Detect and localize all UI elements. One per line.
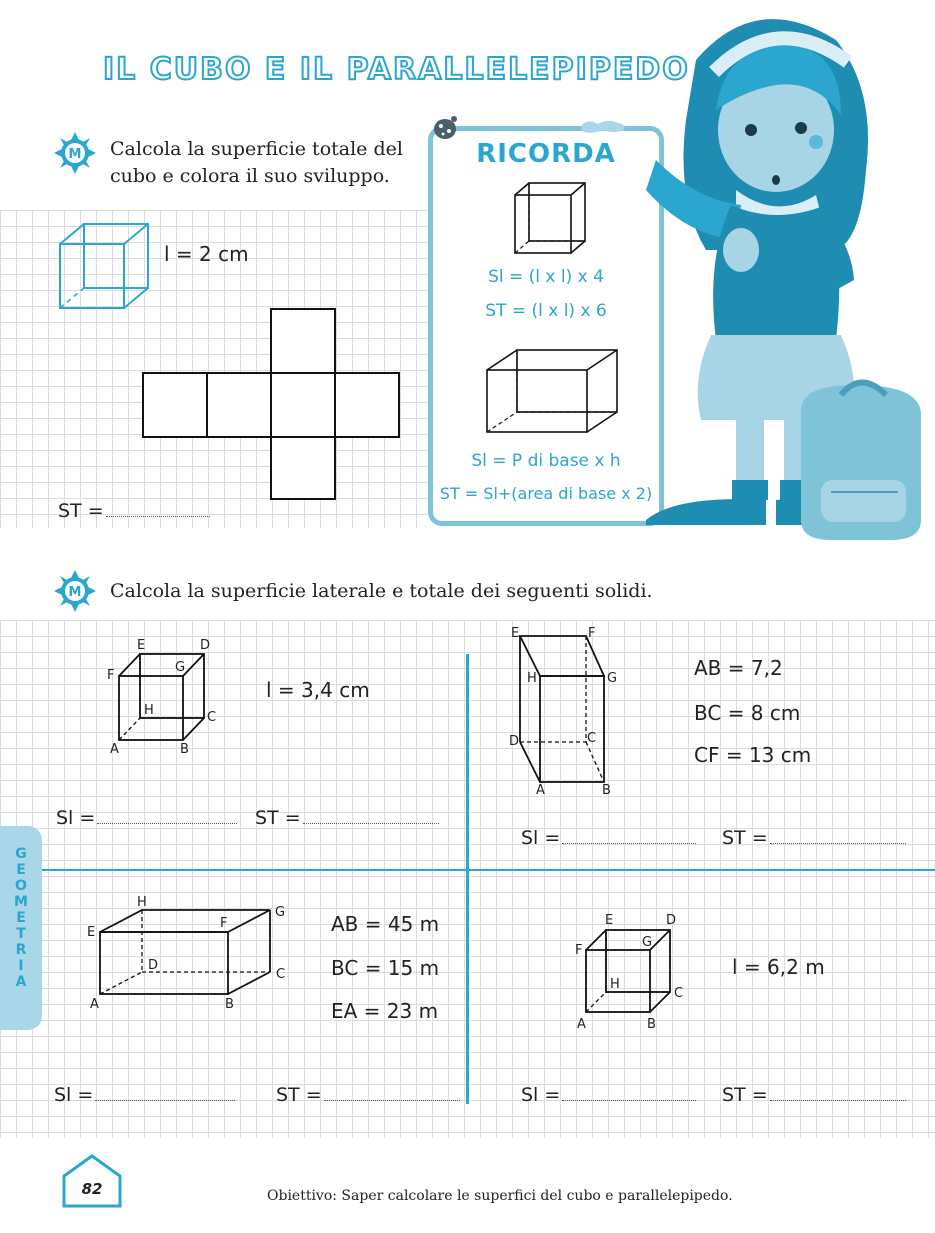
solid4-st-answer[interactable] <box>722 1084 906 1106</box>
net-face-4 <box>335 373 399 437</box>
page-number: 82 <box>81 1180 103 1198</box>
solid3-data-1: BC = 15 m <box>331 956 440 980</box>
solid3-data-2: EA = 23 m <box>331 999 439 1023</box>
solid1-point-H: H <box>144 703 154 718</box>
ricorda-title: RICORDA <box>476 139 616 169</box>
net-face-bottom <box>271 437 335 499</box>
girl-illustration <box>636 0 935 545</box>
solid2-point-B: B <box>602 783 611 798</box>
solid2-st-answer[interactable] <box>722 827 906 849</box>
net-face-1 <box>143 373 207 437</box>
ricorda-box <box>428 126 664 526</box>
solid3-point-G: G <box>275 905 286 920</box>
solid2-data-2: CF = 13 cm <box>694 743 812 767</box>
sl-label: Sl = <box>521 827 561 849</box>
solid4-point-C: C <box>674 986 684 1001</box>
solid3-point-E: E <box>87 925 96 940</box>
cube-sl-formula: Sl = (l x l) x 4 <box>488 267 604 287</box>
solid2-point-E: E <box>511 626 520 641</box>
ricorda-cube <box>511 179 591 259</box>
badge-letter: M <box>68 147 82 162</box>
math-badge-icon <box>52 130 98 176</box>
solid3-point-B: B <box>225 997 234 1012</box>
solid4-point-B: B <box>647 1017 656 1032</box>
solid1-point-C: C <box>207 710 217 725</box>
horizontal-divider <box>42 869 935 871</box>
solid4-point-F: F <box>575 943 583 958</box>
solid4-point-D: D <box>666 913 677 928</box>
solid3-point-D: D <box>148 958 159 973</box>
solid2-point-G: G <box>607 671 618 686</box>
tape-icon <box>578 116 628 136</box>
solid3-point-C: C <box>276 967 286 982</box>
st-label: ST = <box>722 827 768 849</box>
ladybug-icon <box>430 112 462 142</box>
solid3-data-0: AB = 45 m <box>331 912 440 936</box>
solid1-st-answer[interactable] <box>255 807 439 829</box>
solid2-point-F: F <box>588 626 596 641</box>
solid1-point-E: E <box>137 638 146 653</box>
net-face-3 <box>271 373 335 437</box>
solid-1-cube <box>100 636 230 761</box>
solid-3-prism <box>92 898 282 1002</box>
solid3-st-answer[interactable] <box>276 1084 460 1106</box>
solid1-data-0: l = 3,4 cm <box>266 678 370 702</box>
solid4-point-G: G <box>642 935 653 950</box>
exercise1-st-answer[interactable] <box>58 500 210 522</box>
st-label: ST = <box>276 1084 322 1106</box>
solid1-point-A: A <box>110 742 119 757</box>
solid2-point-C: C <box>587 731 597 746</box>
solid3-sl-answer[interactable] <box>54 1084 235 1106</box>
prism-st-formula: ST = Sl+(area di base x 2) <box>439 484 653 503</box>
solid1-sl-answer[interactable] <box>56 807 237 829</box>
st-label: ST = <box>722 1084 768 1106</box>
solid2-point-H: H <box>527 671 537 686</box>
solid4-data-0: l = 6,2 m <box>732 955 825 979</box>
solid3-point-A: A <box>90 997 99 1012</box>
exercise2-instruction: Calcola la superficie laterale e totale dei seguenti solidi. <box>110 580 653 602</box>
cube-drawing-blue <box>56 220 156 315</box>
solid1-point-B: B <box>180 742 189 757</box>
solid2-data-0: AB = 7,2 <box>694 656 783 680</box>
solid3-point-F: F <box>220 916 228 931</box>
net-face-top <box>271 309 335 373</box>
ricorda-prism <box>483 346 623 436</box>
solid2-sl-answer[interactable] <box>521 827 696 849</box>
section-side-tab <box>0 826 42 1030</box>
st-label: ST = <box>255 807 301 829</box>
solid4-point-E: E <box>605 913 614 928</box>
sl-label: Sl = <box>56 807 96 829</box>
st-label: ST = <box>58 500 104 522</box>
net-face-2 <box>207 373 271 437</box>
solid2-point-D: D <box>509 734 520 749</box>
math-badge-icon-2 <box>52 568 98 614</box>
solid1-point-G: G <box>175 660 186 675</box>
side-tab-label: G E O M E T R I A <box>14 846 28 990</box>
sl-label: Sl = <box>54 1084 94 1106</box>
solid2-point-A: A <box>536 783 545 798</box>
sl-label: Sl = <box>521 1084 561 1106</box>
instruction-line-1: Calcola la superficie totale del <box>110 138 403 160</box>
solid1-point-D: D <box>200 638 211 653</box>
solid1-point-F: F <box>107 668 115 683</box>
solid4-point-A: A <box>577 1017 586 1032</box>
solid4-sl-answer[interactable] <box>521 1084 696 1106</box>
cube-st-formula: ST = (l x l) x 6 <box>485 301 607 321</box>
exercise1-instruction <box>110 136 403 190</box>
solid2-data-1: BC = 8 cm <box>694 701 801 725</box>
solid-4-cube <box>572 912 682 1020</box>
prism-sl-formula: Sl = P di base x h <box>471 451 621 471</box>
instruction-line-2: cubo e colora il suo sviluppo. <box>110 165 390 187</box>
badge-letter-2: M <box>68 585 82 600</box>
solid4-point-H: H <box>610 977 620 992</box>
solid3-point-H: H <box>137 895 147 910</box>
footer-objective: Obiettivo: Saper calcolare le superfici del cubo e parallelepipedo. <box>267 1188 733 1204</box>
page-title: IL CUBO E IL PARALLELEPIPEDO <box>103 52 690 87</box>
solid-2-prism <box>510 628 620 790</box>
cube-net <box>140 306 402 502</box>
cube-side-label: l = 2 cm <box>164 242 249 266</box>
vertical-divider <box>466 654 469 1104</box>
